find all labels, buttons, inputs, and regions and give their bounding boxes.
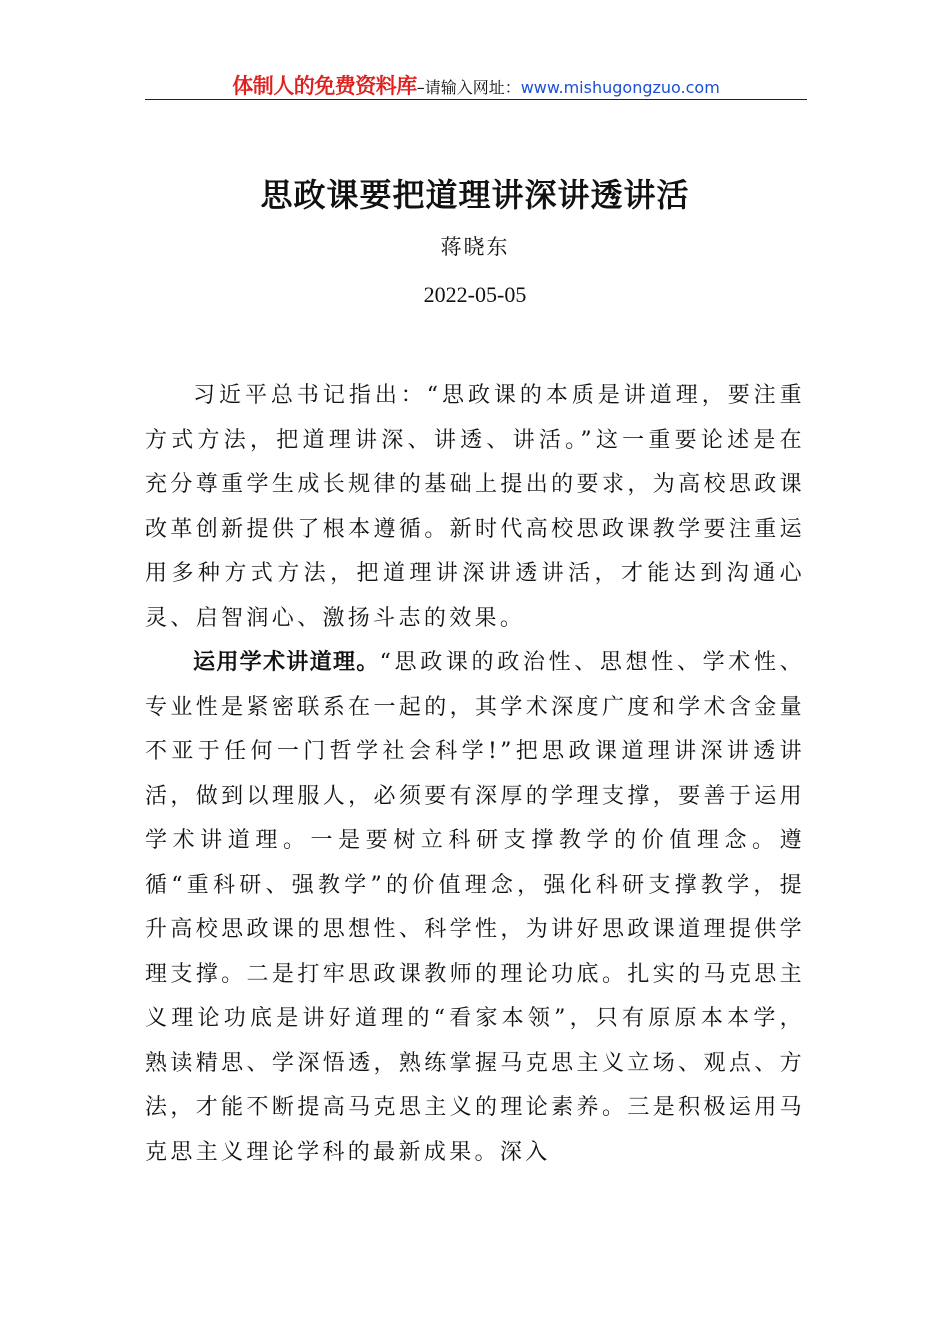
site-url-link[interactable]: www.mishugongzuo.com (520, 78, 720, 97)
site-header (145, 70, 807, 100)
article-body (145, 374, 805, 1175)
header-divider (145, 99, 807, 100)
paragraph (145, 641, 805, 1175)
paragraph-lead: 运用学术讲道理。 (193, 650, 380, 675)
article-title: 思政课要把道理讲深讲透讲活 (260, 176, 690, 214)
article-author: 蒋晓东 (440, 235, 510, 259)
paragraph-text: 习近平总书记指出：“思政课的本质是讲道理，要注重方式方法，把道理讲深、讲透、讲活。”这一重要论述是在充分尊重学生成长规律的基础上提出的要求，为高校思政课改革创新提供了根本遵循。新时代高校思政课教学要注重运用多种方式方法，把道理讲深讲透讲活，才能达到沟通心灵、启智润心、激扬斗志的效果。 (145, 383, 805, 631)
site-brand: 体制人的免费资料库 (232, 74, 417, 98)
url-prompt: –请输入网址： (416, 78, 521, 97)
paragraph (145, 374, 805, 641)
article-date: 2022-05-05 (423, 282, 527, 307)
paragraph-text: “思政课的政治性、思想性、学术性、专业性是紧密联系在一起的，其学术深度广度和学术含金量不亚于任何一门哲学社会科学!”把思政课道理讲深讲透讲活，做到以理服人，必须要有深厚的学理支撑，要善于运用学术讲道理。一是要树立科研支撑教学的价值理念。遵循“重科研、强教学”的价值理念，强化科研支撑教学，提升高校思政课的思想性、科学性，为讲好思政课道理提供学理支撑。二是打牢思政课教师的理论功底。扎实的马克思主义理论功底是讲好道理的“看家本领”，只有原原本本学，熟读精思、学深悟透，熟练掌握马克思主义立场、观点、方法，才能不断提高马克思主义的理论素养。三是积极运用马克思主义理论学科的最新成果。深入 (145, 650, 805, 1165)
